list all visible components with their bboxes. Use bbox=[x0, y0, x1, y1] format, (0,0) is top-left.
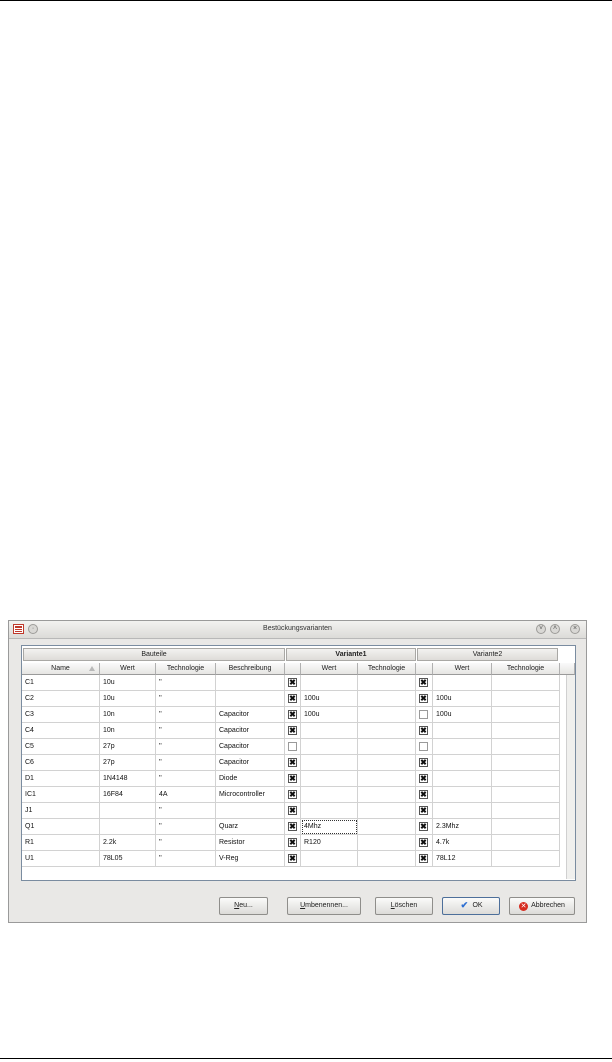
cell-v1-wert[interactable] bbox=[301, 787, 358, 803]
cell-v1-technologie[interactable] bbox=[358, 819, 416, 835]
cell-v2-wert[interactable]: 100u bbox=[433, 707, 492, 723]
cell-v2-checkbox[interactable] bbox=[416, 771, 433, 787]
group-header-variante1: Variante1 bbox=[286, 648, 416, 661]
cell-v2-checkbox[interactable] bbox=[416, 819, 433, 835]
variant-checkbox[interactable]: ✖ bbox=[420, 726, 427, 735]
cell-v1-checkbox[interactable] bbox=[285, 707, 301, 723]
cell-v2-wert[interactable] bbox=[433, 787, 492, 803]
cell-v1-checkbox[interactable] bbox=[285, 755, 301, 771]
variant-checkbox[interactable]: ✖ bbox=[420, 774, 427, 783]
variant-checkbox[interactable]: ✖ bbox=[420, 758, 427, 767]
cell-v2-technologie[interactable] bbox=[492, 739, 560, 755]
cell-v2-wert[interactable]: 2.3Mhz bbox=[433, 819, 492, 835]
cell-beschreibung[interactable]: Capacitor bbox=[216, 739, 285, 755]
cell-v1-technologie[interactable] bbox=[358, 723, 416, 739]
group-header-bauteile: Bauteile bbox=[23, 648, 285, 661]
cell-beschreibung[interactable]: Resistor bbox=[216, 835, 285, 851]
variant-checkbox[interactable]: ✖ bbox=[420, 694, 427, 703]
cell-v2-checkbox[interactable] bbox=[416, 851, 433, 867]
table-row[interactable] bbox=[22, 819, 560, 835]
cell-v2-wert[interactable] bbox=[433, 771, 492, 787]
cell-beschreibung[interactable]: Capacitor bbox=[216, 723, 285, 739]
cell-v2-wert[interactable] bbox=[433, 723, 492, 739]
variant-checkbox[interactable]: ✖ bbox=[289, 790, 296, 799]
cell-name[interactable]: R1 bbox=[22, 835, 100, 851]
minimize-button[interactable]: ˅ bbox=[536, 624, 546, 634]
rename-button-label: mbenennen... bbox=[305, 902, 348, 909]
cell-v1-technologie[interactable] bbox=[358, 675, 416, 691]
cell-v2-checkbox[interactable] bbox=[416, 675, 433, 691]
new-button[interactable] bbox=[219, 897, 268, 915]
cell-v1-checkbox[interactable] bbox=[285, 851, 301, 867]
cell-technologie[interactable]: 4A bbox=[156, 787, 216, 803]
cell-wert[interactable] bbox=[100, 819, 156, 835]
cell-name[interactable]: C5 bbox=[22, 739, 100, 755]
cell-technologie[interactable]: '' bbox=[156, 707, 216, 723]
cell-beschreibung[interactable]: Diode bbox=[216, 771, 285, 787]
table-row[interactable] bbox=[22, 691, 560, 707]
cell-wert[interactable] bbox=[100, 803, 156, 819]
ok-button[interactable] bbox=[442, 897, 500, 915]
table-row[interactable] bbox=[22, 739, 560, 755]
variant-checkbox[interactable]: ✖ bbox=[420, 822, 427, 831]
cell-v2-technologie[interactable] bbox=[492, 755, 560, 771]
cell-wert[interactable]: 78L05 bbox=[100, 851, 156, 867]
cell-wert[interactable]: 10u bbox=[100, 691, 156, 707]
cell-v1-checkbox[interactable] bbox=[285, 803, 301, 819]
variant-checkbox[interactable] bbox=[288, 742, 297, 751]
cell-technologie[interactable]: '' bbox=[156, 835, 216, 851]
cell-name[interactable]: Q1 bbox=[22, 819, 100, 835]
cell-v2-checkbox[interactable] bbox=[416, 787, 433, 803]
variant-checkbox[interactable] bbox=[419, 710, 428, 719]
cell-v1-wert[interactable]: 4Mhz bbox=[301, 819, 358, 835]
variant-checkbox[interactable]: ✖ bbox=[289, 758, 296, 767]
cell-technologie[interactable]: '' bbox=[156, 723, 216, 739]
cell-v2-technologie[interactable] bbox=[492, 723, 560, 739]
cell-beschreibung[interactable] bbox=[216, 803, 285, 819]
page-bottom-rule bbox=[0, 1058, 612, 1059]
check-icon: ✔ bbox=[460, 900, 469, 910]
cell-beschreibung[interactable]: V-Reg bbox=[216, 851, 285, 867]
cell-v2-technologie[interactable] bbox=[492, 819, 560, 835]
cell-wert[interactable]: 2.2k bbox=[100, 835, 156, 851]
cell-v2-wert[interactable] bbox=[433, 755, 492, 771]
cell-name[interactable]: C6 bbox=[22, 755, 100, 771]
variant-checkbox[interactable]: ✖ bbox=[289, 678, 296, 687]
delete-button-accel: L bbox=[390, 902, 395, 909]
table-row[interactable] bbox=[22, 835, 560, 851]
column-header-v1-technologie[interactable]: Technologie bbox=[358, 663, 416, 675]
cell-v1-wert[interactable]: 100u bbox=[301, 707, 358, 723]
column-header-wert[interactable]: Wert bbox=[100, 663, 156, 675]
cell-v2-checkbox[interactable] bbox=[416, 707, 433, 723]
cell-v1-wert[interactable] bbox=[301, 675, 358, 691]
column-header-v2-technologie[interactable]: Technologie bbox=[492, 663, 560, 675]
cell-v1-technologie[interactable] bbox=[358, 787, 416, 803]
column-header-v2-check[interactable] bbox=[416, 663, 433, 675]
cell-v2-technologie[interactable] bbox=[492, 851, 560, 867]
cell-v2-technologie[interactable] bbox=[492, 803, 560, 819]
cancel-button-label: Abbrechen bbox=[531, 902, 565, 909]
variant-checkbox[interactable]: ✖ bbox=[420, 854, 427, 863]
table-row[interactable] bbox=[22, 787, 560, 803]
cell-v1-wert[interactable]: R120 bbox=[301, 835, 358, 851]
cell-v1-wert[interactable]: 100u bbox=[301, 691, 358, 707]
column-header-name[interactable] bbox=[22, 663, 100, 675]
cell-technologie[interactable]: '' bbox=[156, 739, 216, 755]
cell-wert[interactable]: 10n bbox=[100, 723, 156, 739]
cell-wert[interactable]: 27p bbox=[100, 755, 156, 771]
cell-v1-wert[interactable] bbox=[301, 851, 358, 867]
window-menu-button[interactable]: · bbox=[28, 624, 38, 634]
cell-v2-checkbox[interactable] bbox=[416, 755, 433, 771]
cell-v2-checkbox[interactable] bbox=[416, 835, 433, 851]
variant-checkbox[interactable]: ✖ bbox=[289, 854, 296, 863]
column-header-technologie[interactable]: Technologie bbox=[156, 663, 216, 675]
cell-name[interactable]: D1 bbox=[22, 771, 100, 787]
variant-checkbox[interactable]: ✖ bbox=[289, 726, 296, 735]
cell-v1-wert[interactable] bbox=[301, 771, 358, 787]
cell-v1-wert[interactable] bbox=[301, 803, 358, 819]
column-header-v1-wert[interactable]: Wert bbox=[301, 663, 358, 675]
variant-checkbox[interactable]: ✖ bbox=[289, 694, 296, 703]
cell-wert[interactable]: 10n bbox=[100, 707, 156, 723]
cell-v1-technologie[interactable] bbox=[358, 691, 416, 707]
cell-technologie[interactable]: '' bbox=[156, 819, 216, 835]
variants-table[interactable] bbox=[21, 645, 576, 881]
table-row[interactable] bbox=[22, 723, 560, 739]
cell-technologie[interactable]: '' bbox=[156, 803, 216, 819]
cell-v1-wert[interactable] bbox=[301, 755, 358, 771]
variants-dialog bbox=[8, 620, 587, 923]
variant-checkbox[interactable]: ✖ bbox=[289, 774, 296, 783]
table-row[interactable] bbox=[22, 771, 560, 787]
cell-v2-checkbox[interactable] bbox=[416, 723, 433, 739]
cell-v2-technologie[interactable] bbox=[492, 835, 560, 851]
cell-beschreibung[interactable]: Microcontroller bbox=[216, 787, 285, 803]
variant-checkbox[interactable]: ✖ bbox=[289, 822, 296, 831]
cell-name[interactable]: C3 bbox=[22, 707, 100, 723]
table-row[interactable] bbox=[22, 755, 560, 771]
cell-v1-checkbox[interactable] bbox=[285, 723, 301, 739]
cell-beschreibung[interactable]: Quarz bbox=[216, 819, 285, 835]
cell-v1-technologie[interactable] bbox=[358, 755, 416, 771]
cell-v1-checkbox[interactable] bbox=[285, 787, 301, 803]
rename-button-accel: U bbox=[300, 902, 306, 909]
cell-beschreibung[interactable] bbox=[216, 691, 285, 707]
cell-technologie[interactable]: '' bbox=[156, 691, 216, 707]
column-header-v2-wert[interactable]: Wert bbox=[433, 663, 492, 675]
new-button-label: eu... bbox=[239, 902, 253, 909]
table-row[interactable] bbox=[22, 851, 560, 867]
variant-checkbox[interactable]: ✖ bbox=[420, 838, 427, 847]
rename-button[interactable] bbox=[287, 897, 361, 915]
cell-wert[interactable]: 16F84 bbox=[100, 787, 156, 803]
cell-v1-checkbox[interactable] bbox=[285, 771, 301, 787]
variant-checkbox[interactable]: ✖ bbox=[420, 806, 427, 815]
cell-v2-technologie[interactable] bbox=[492, 675, 560, 691]
cell-v2-wert[interactable] bbox=[433, 675, 492, 691]
cell-name[interactable]: IC1 bbox=[22, 787, 100, 803]
page-top-rule bbox=[0, 0, 612, 1]
variant-checkbox[interactable]: ✖ bbox=[420, 790, 427, 799]
table-row[interactable] bbox=[22, 707, 560, 723]
vertical-scroll-area bbox=[566, 675, 575, 879]
cancel-button[interactable] bbox=[509, 897, 575, 915]
new-button-accel: N bbox=[234, 902, 240, 909]
cell-wert[interactable]: 10u bbox=[100, 675, 156, 691]
cell-technologie[interactable]: '' bbox=[156, 851, 216, 867]
cell-v2-checkbox[interactable] bbox=[416, 691, 433, 707]
variant-checkbox[interactable]: ✖ bbox=[289, 838, 296, 847]
cell-v1-checkbox[interactable] bbox=[285, 819, 301, 835]
cell-v1-technologie[interactable] bbox=[358, 707, 416, 723]
cell-technologie[interactable]: '' bbox=[156, 755, 216, 771]
variant-checkbox[interactable]: ✖ bbox=[420, 678, 427, 687]
cell-v2-wert[interactable]: 4.7k bbox=[433, 835, 492, 851]
cell-v2-wert[interactable]: 78L12 bbox=[433, 851, 492, 867]
column-header-filler bbox=[560, 663, 575, 675]
maximize-button[interactable]: ˄ bbox=[550, 624, 560, 634]
cell-wert[interactable]: 27p bbox=[100, 739, 156, 755]
close-button[interactable]: × bbox=[570, 624, 580, 634]
cell-name[interactable]: C2 bbox=[22, 691, 100, 707]
cancel-icon: ✕ bbox=[520, 903, 527, 910]
cell-v2-technologie[interactable] bbox=[492, 771, 560, 787]
cell-v1-checkbox[interactable] bbox=[285, 691, 301, 707]
cell-v1-technologie[interactable] bbox=[358, 835, 416, 851]
ok-button-label: OK bbox=[472, 902, 483, 909]
cell-v2-technologie[interactable] bbox=[492, 691, 560, 707]
group-header-variante2: Variante2 bbox=[417, 648, 558, 661]
cell-beschreibung[interactable]: Capacitor bbox=[216, 755, 285, 771]
cell-wert[interactable]: 1N4148 bbox=[100, 771, 156, 787]
cell-v1-technologie[interactable] bbox=[358, 851, 416, 867]
cell-v1-wert[interactable] bbox=[301, 723, 358, 739]
cell-v1-technologie[interactable] bbox=[358, 803, 416, 819]
delete-button-label: öschen bbox=[394, 902, 418, 909]
cell-beschreibung[interactable] bbox=[216, 675, 285, 691]
cell-beschreibung[interactable]: Capacitor bbox=[216, 707, 285, 723]
sort-ascending-icon bbox=[89, 666, 95, 671]
cell-name[interactable]: C4 bbox=[22, 723, 100, 739]
title-bar[interactable] bbox=[9, 621, 586, 639]
cell-technologie[interactable]: '' bbox=[156, 771, 216, 787]
cell-v2-technologie[interactable] bbox=[492, 787, 560, 803]
cell-v2-checkbox[interactable] bbox=[416, 739, 433, 755]
dialog-title: Bestückungsvarianten bbox=[263, 625, 332, 632]
column-header-v1-check[interactable] bbox=[285, 663, 301, 675]
cell-v1-checkbox[interactable] bbox=[285, 835, 301, 851]
column-header-name-label: Name bbox=[51, 665, 70, 672]
variant-checkbox[interactable] bbox=[419, 742, 428, 751]
variant-checkbox[interactable]: ✖ bbox=[289, 710, 296, 719]
cell-v2-wert[interactable] bbox=[433, 739, 492, 755]
cell-v1-technologie[interactable] bbox=[358, 739, 416, 755]
cell-name[interactable]: U1 bbox=[22, 851, 100, 867]
column-header-beschreibung[interactable]: Beschreibung bbox=[216, 663, 285, 675]
cell-v1-wert[interactable] bbox=[301, 739, 358, 755]
cell-name[interactable]: J1 bbox=[22, 803, 100, 819]
cell-v1-checkbox[interactable] bbox=[285, 739, 301, 755]
delete-button[interactable] bbox=[375, 897, 433, 915]
cell-v1-technologie[interactable] bbox=[358, 771, 416, 787]
cell-name[interactable]: C1 bbox=[22, 675, 100, 691]
cell-v2-wert[interactable]: 100u bbox=[433, 691, 492, 707]
table-row[interactable] bbox=[22, 675, 560, 691]
cell-technologie[interactable]: '' bbox=[156, 675, 216, 691]
cell-v1-checkbox[interactable] bbox=[285, 675, 301, 691]
variant-checkbox[interactable]: ✖ bbox=[289, 806, 296, 815]
cell-v2-wert[interactable] bbox=[433, 803, 492, 819]
cell-v2-technologie[interactable] bbox=[492, 707, 560, 723]
cell-v2-checkbox[interactable] bbox=[416, 803, 433, 819]
table-row[interactable] bbox=[22, 803, 560, 819]
